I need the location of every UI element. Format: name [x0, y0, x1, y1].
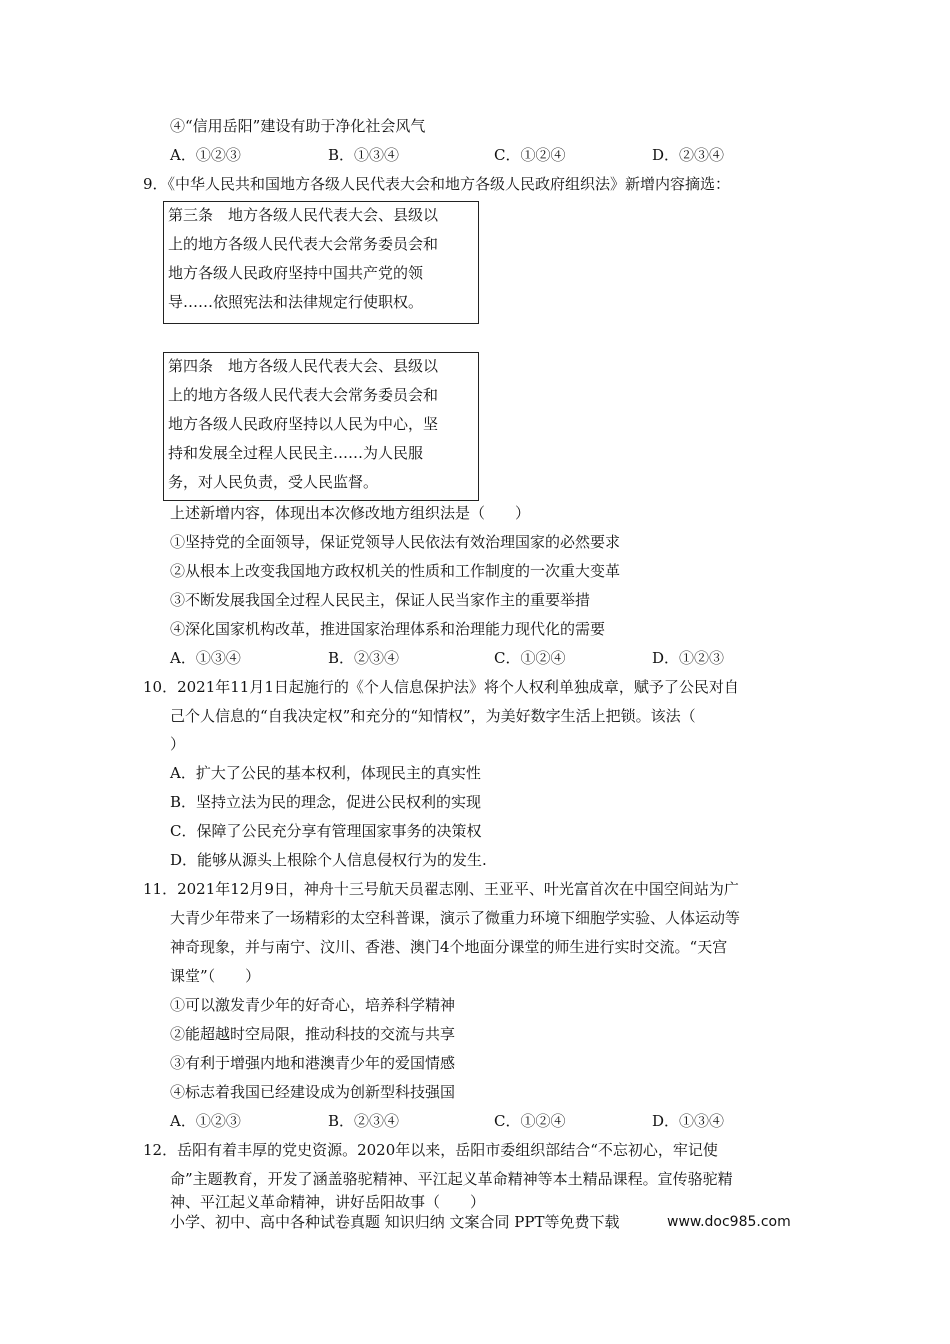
- q10-choice-b: B．坚持立法为民的理念，促进公民权利的实现: [170, 793, 482, 811]
- q9-item-2: ②从根本上改变我国地方政权机关的性质和工作制度的一次重大变革: [170, 562, 621, 580]
- q9-options: [170, 648, 790, 668]
- q8-item-4: ④“信用岳阳”建设有助于净化社会风气: [170, 117, 426, 135]
- q8-option-d: D．②③④: [652, 146, 725, 164]
- q9-stem: 9．《中华人民共和国地方各级人民代表大会和地方各级人民政府组织法》新增内容摘选：: [143, 175, 731, 193]
- q11-option-c: C．①②④: [494, 1112, 566, 1130]
- q9-item-4: ④深化国家机构改革，推进国家治理体系和治理能力现代化的需要: [170, 620, 606, 638]
- q9-box2-line-2: 上的地方各级人民代表大会常务委员会和: [168, 386, 439, 404]
- q12-stem-line-3: 神、平江起义革命精神，讲好岳阳故事（ ）: [170, 1193, 486, 1211]
- q9-option-c: C．①②④: [494, 649, 566, 667]
- q9-option-d: D．①②③: [652, 649, 725, 667]
- q11-item-1: ①可以激发青少年的好奇心，培养科学精神: [170, 996, 456, 1014]
- q9-box1-line-3: 地方各级人民政府坚持中国共产党的领: [168, 264, 424, 282]
- q12-stem-line-1: 12．岳阳有着丰厚的党史资源。2020年以来，岳阳市委组织部结合“不忘初心，牢记使: [143, 1141, 718, 1159]
- q11-stem-line-2: 大青少年带来了一场精彩的太空科普课，演示了微重力环境下细胞学实验、人体运动等: [170, 909, 741, 927]
- footer-text: 小学、初中、高中各种试卷真题 知识归纳 文案合同 PPT等免费下载: [170, 1213, 620, 1231]
- q8-options: [170, 145, 790, 165]
- q8-option-c: C．①②④: [494, 146, 566, 164]
- q9-item-3: ③不断发展我国全过程人民民主，保证人民当家作主的重要举措: [170, 591, 591, 609]
- q11-option-b: B．②③④: [328, 1112, 400, 1130]
- q10-choice-d: D．能够从源头上根除个人信息侵权行为的发生.: [170, 851, 487, 869]
- footer-site-link[interactable]: www.doc985.com: [667, 1214, 791, 1230]
- q9-excerpt-box-2: [163, 352, 479, 501]
- q9-box2-line-4: 持和发展全过程人民民主……为人民服: [168, 444, 424, 462]
- q9-question: 上述新增内容，体现出本次修改地方组织法是（ ）: [170, 504, 531, 522]
- q9-box2-line-3: 地方各级人民政府坚持以人民为中心，坚: [168, 415, 439, 433]
- q11-stem-line-4: 课堂”（ ）: [170, 967, 261, 985]
- q10-choice-a: A．扩大了公民的基本权利，体现民主的真实性: [170, 764, 481, 782]
- q11-option-a: A．①②③: [170, 1112, 241, 1130]
- q9-option-a: A．①③④: [170, 649, 241, 667]
- q11-item-4: ④标志着我国已经建设成为创新型科技强国: [170, 1083, 456, 1101]
- q9-excerpt-box-1: [163, 201, 479, 324]
- q11-stem-line-3: 神奇现象，并与南宁、汶川、香港、澳门4个地面分课堂的师生进行实时交流。“天宫: [170, 938, 728, 956]
- page-footer: [170, 1212, 791, 1232]
- q9-box1-line-1: 第三条 地方各级人民代表大会、县级以: [168, 206, 439, 224]
- q10-choice-c: C．保障了公民充分享有管理国家事务的决策权: [170, 822, 482, 840]
- q11-options: [170, 1111, 790, 1131]
- q8-option-b: B．①③④: [328, 146, 400, 164]
- q11-stem-line-1: 11．2021年12月9日，神舟十三号航天员翟志刚、王亚平、叶光富首次在中国空间站为广: [143, 880, 739, 898]
- q9-option-b: B．②③④: [328, 649, 400, 667]
- q11-item-2: ②能超越时空局限，推动科技的交流与共享: [170, 1025, 456, 1043]
- q9-box1-line-2: 上的地方各级人民代表大会常务委员会和: [168, 235, 439, 253]
- q10-stem-line-3: ）: [170, 735, 186, 753]
- q9-box1-line-4: 导……依照宪法和法律规定行使职权。: [168, 293, 424, 311]
- q9-box2-line-1: 第四条 地方各级人民代表大会、县级以: [168, 357, 439, 375]
- q12-stem-line-2: 命”主题教育，开发了涵盖骆驼精神、平江起义革命精神等本土精品课程。宣传骆驼精: [170, 1170, 733, 1188]
- q10-stem-line-2: 己个人信息的“自我决定权”和充分的“知情权”，为美好数字生活上把锁。该法（: [170, 707, 696, 725]
- q11-item-3: ③有利于增强内地和港澳青少年的爱国情感: [170, 1054, 456, 1072]
- q9-box2-line-5: 务，对人民负责，受人民监督。: [168, 473, 379, 491]
- q11-option-d: D．①③④: [652, 1112, 725, 1130]
- q9-item-1: ①坚持党的全面领导，保证党领导人民依法有效治理国家的必然要求: [170, 533, 621, 551]
- q10-stem-line-1: 10．2021年11月1日起施行的《个人信息保护法》将个人权利单独成章，赋予了公民对自: [143, 678, 739, 696]
- q8-option-a: A．①②③: [170, 146, 241, 164]
